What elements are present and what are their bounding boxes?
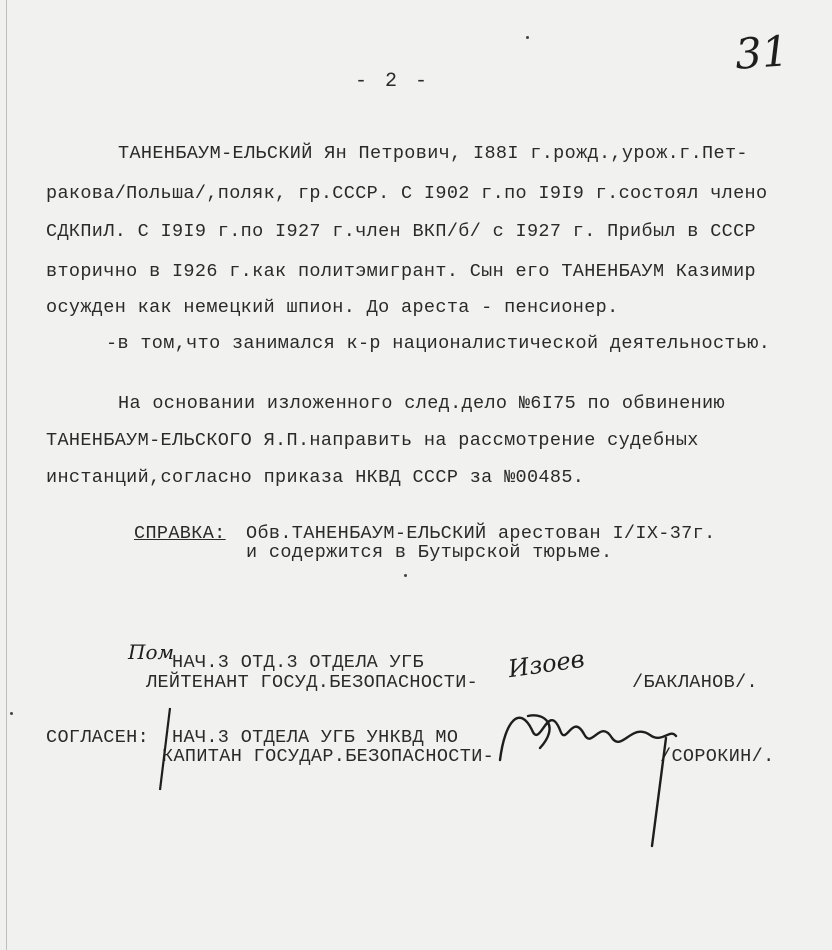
handwritten-prefix: Пом [128,640,175,664]
paragraph2-line: инстанций,согласно приказа НКВД СССР за №00485. [46,467,585,488]
reference-line2: и содержится в Бутырской тюрьме. [246,542,613,563]
agreed-label: СОГЛАСЕН: [46,727,150,748]
signature1-line2: ЛЕЙТЕНАНТ ГОСУД.БЕЗОПАСНОСТИ- [146,672,479,693]
paragraph1-line: ТАНЕНБАУМ-ЕЛЬСКИЙ Ян Петрович, I88I г.рожд.,урож.г.Пет- [118,143,748,164]
page-number: - 2 - [355,70,431,93]
pen-stroke [160,708,170,790]
handwritten-note: Изоев [506,644,587,684]
signature2-line2: КАПИТАН ГОСУДАР.БЕЗОПАСНОСТИ- [162,746,495,767]
signature2-line1: НАЧ.3 ОТДЕЛА УГБ УНКВД МО [172,727,459,748]
signature1-line1: НАЧ.3 ОТД.3 ОТДЕЛА УГБ [172,652,424,673]
signature2-name: /СОРОКИН/. [660,746,775,767]
paragraph1-line: осужден как немецкий шпион. До ареста - пенсионер. [46,297,619,318]
reference-line1: Обв.ТАНЕНБАУМ-ЕЛЬСКИЙ арестован I/IX-37г. [246,523,716,544]
signature-scrawl [500,715,676,846]
reference-label: СПРАВКА: [134,523,226,544]
paragraph2-line: На основании изложенного след.дело №6I75 по обвинению [118,393,725,414]
folio-number: 31 [733,26,791,79]
paragraph1-line: вторично в I926 г.как политэмигрант. Сын его ТАНЕНБАУМ Казимир [46,261,757,282]
signature1-name: /БАКЛАНОВ/. [632,672,758,693]
charge-line: -в том,что занимался к-р националистической деятельностью. [106,333,771,354]
paragraph1-line: СДКПиЛ. С I9I9 г.по I927 г.член ВКП/б/ с I927 г. Прибыл в СССР [46,221,757,242]
paragraph2-line: ТАНЕНБАУМ-ЕЛЬСКОГО Я.П.направить на рассмотрение судебных [46,430,699,451]
paragraph1-line: ракова/Польша/,поляк, гр.СССР. С I902 г.по I9I9 г.состоял члено [46,183,768,204]
